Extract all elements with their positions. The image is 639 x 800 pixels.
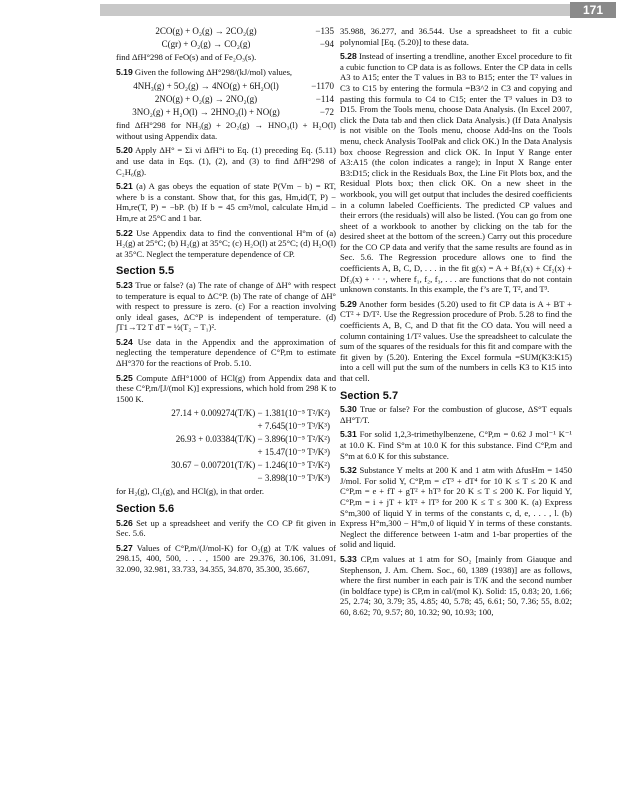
problem-body: Use data in the Appendix and the approximation of neglecting the temperature dependence of C°P,m to estimate ΔH°370 for the reactions of Prob. 5.10. bbox=[116, 336, 336, 369]
equation-value: −1170 bbox=[311, 81, 334, 92]
problem-body: Another form besides (5.20) used to fit CP data is A + BT + CT² + D/T². Use the Regression procedure of Prob. 5.28 to find the coefficients A, B, C, and D that fit the CO data. You will need a column containing 1/T² values. Use the spreadsheet to calculate the sum of the squares of the residuals for this fit and compare with the fit given by (5.20). Entering the Excel formula =SUM(K3:K15) into a cell will put the sum of the numbers in cells K3 to K15 into that cell. bbox=[340, 298, 572, 383]
cp-expression: − 3.898(10⁻⁹ T³/K³) bbox=[257, 473, 330, 484]
problem-number: 5.31 bbox=[340, 429, 357, 440]
problem-5-21 bbox=[116, 181, 336, 223]
problem-continuation: 35.988, 36.277, and 36.544. Use a spreadsheet to fit a cubic polynomial [Eq. (5.20)] to these data. bbox=[340, 26, 572, 47]
problem-number: 5.27 bbox=[116, 542, 133, 553]
equation-value: −72 bbox=[319, 107, 334, 118]
problem-body: Values of C°P,m/(J/mol-K) for O₂(g) at T/K values of 298.15, 400, 500, . . . , 1500 are 29.376, 30.106, 31.091, 32.090, 32.981, 33.733, 34.355, 34.870, 35.300, 35.667, bbox=[116, 542, 336, 574]
problem-5-24 bbox=[116, 337, 336, 369]
equation-value: −135 bbox=[315, 26, 334, 36]
problem-5-25 bbox=[116, 373, 336, 405]
problem-number: 5.26 bbox=[116, 517, 133, 528]
equation-lhs: 2NO(g) + O₂(g) → 2NO₂(g) bbox=[154, 94, 258, 105]
problem-5-30 bbox=[340, 404, 572, 425]
equation-row bbox=[116, 26, 336, 39]
equation-lhs: 4NH₃(g) + 5O₂(g) → 4NO(g) + 6H₂O(l) bbox=[133, 81, 279, 92]
cp-expression: 26.93 + 0.03384(T/K) − 3.896(10⁻⁵ T²/K²) bbox=[175, 434, 330, 445]
left-column bbox=[116, 26, 336, 579]
header-bar bbox=[100, 4, 615, 16]
problem-5-28 bbox=[340, 51, 572, 295]
problem-text: find ΔfH°298 for NH₃(g) + 2O₂(g) → HNO₃(l) + H₂O(l) without using Appendix data. bbox=[116, 120, 336, 141]
right-column bbox=[340, 26, 572, 621]
equation-lhs: 2CO(g) + O₂(g) → 2CO₂(g) bbox=[155, 26, 257, 36]
problem-body: (a) A gas obeys the equation of state P(Vm − b) = RT, where b is a constant. Show that, for this gas, Hm,id(T, P) − Hm,re(T, P) = −bP. (b) If b = 45 cm³/mol, calculate Hm,id − Hm,re at 25°C and 1 bar. bbox=[116, 181, 336, 223]
section-heading: Section 5.6 bbox=[116, 503, 175, 516]
problem-5-29 bbox=[340, 299, 572, 384]
equation-row bbox=[116, 107, 336, 120]
problem-body: True or false? For the combustion of glucose, ΔS°T equals ΔH°T/T. bbox=[340, 404, 572, 425]
section-heading: Section 5.7 bbox=[340, 389, 399, 402]
equation-value: −114 bbox=[315, 94, 334, 105]
problem-body: Instead of inserting a trendline, another Excel procedure to fit a cubic function to CP data is as follows. Enter the CP data in cells A3 to A15; enter the T values in B3 to B15; enter the T² values in C3 to C15 by entering the formula =B3^2 in C3 and copying and pasting this formula to C4 to C15; enter the T³ values in D3 to D15. From the Tools menu, choose Data Analysis. (In Excel 2007, click the Data tab and then click Data Analysis.) (If Data Analysis is not visible on the Tools menu, choose Add-Ins on the Tools menu, check Analysis ToolPak and click OK.) In the Data Analysis box choose Regression and click OK. In Input Y Range enter A3:A15 (the colon indicates a range); in Input X Range enter B3:D15; click in the Residuals Box, the Line Fit Plots box, and the Residual Plots box; then click OK. On a new sheet in the workbook, you will get output that includes the desired coefficients in a column labeled Coefficients. The predicted CP values and their errors (the residuals) will also be listed. (You can go from one sheet of a workbook to another by clicking on the tab for the desired sheet at the bottom of the screen.) Carry out this procedure for the CO CP data and verify that the same results are found as in Sec. 5.6. The Regression procedure allows one to find the coefficients A, B, C, D, . . . in the fit g(x) = A + Bf₁(x) + Cf₂(x) + Df₃(x) + · · ·, where f₁, f₂, f₃, . . . are functions that do not contain unknown constants. In this example, the f’s are T, T², and T³. bbox=[340, 51, 572, 295]
problem-body: Apply ΔH° = Σi νi ΔfH°i to Eq. (1) preceding Eq. (5.11) and use data in Eqs. (1), (2), and (3) to find ΔfH°298 of C₂H₆(g). bbox=[116, 145, 336, 177]
equation-row bbox=[116, 94, 336, 107]
problem-body: Use Appendix data to find the conventional H°m of (a) H₂(g) at 25°C; (b) H₂(g) at 35°C; (c) H₂O(l) at 25°C; (d) H₂O(l) at 35°C. Neglect the temperature dependence of CP. bbox=[116, 227, 336, 259]
problem-body: Given the following ΔH°298/(kJ/mol) values, bbox=[134, 66, 293, 77]
problem-number: 5.22 bbox=[116, 227, 133, 238]
problem-5-32 bbox=[340, 465, 572, 550]
problem-body: True or false? (a) The rate of change of ΔH° with respect to temperature is equal to ΔC°P. (b) The rate of change of ΔH° with respect to pressure is zero. (c) For a reaction involving only ideal gases, ΔC°P is independent of temperature. (d) ∫T1→T2 T dT = ½(T₂ − T₁)². bbox=[116, 279, 336, 333]
problem-number: 5.24 bbox=[116, 336, 133, 347]
problem-number: 5.29 bbox=[340, 298, 357, 309]
problem-body: For solid 1,2,3-trimethylbenzene, C°P,m = 0.62 J mol⁻¹ K⁻¹ at 10.0 K. Find S°m at 10.0 K for this substance. Find C°P,m and S°m at 6.0 K for this substance. bbox=[340, 429, 572, 461]
problem-5-33 bbox=[340, 554, 572, 618]
cp-expression: + 7.645(10⁻⁹ T³/K³) bbox=[257, 421, 330, 432]
problem-body: Compute ΔfH°1000 of HCl(g) from Appendix data and these C°P,m/[J/(mol K)] expressions, which hold from 298 K to 1500 K. bbox=[116, 372, 336, 404]
cp-expression: 30.67 − 0.007201(T/K) − 1.246(10⁻⁵ T²/K²) bbox=[171, 460, 330, 471]
problem-5-31 bbox=[340, 429, 572, 461]
problem-5-20 bbox=[116, 145, 336, 177]
problem-body: CP,m values at 1 atm for SO₂ [mainly from Giauque and Stephenson, J. Am. Chem. Soc., 60, 1389 (1938)] are as follows, where the first number in each pair is T/K and the second number (in boldface type) is CP,m in cal/(mol K). Solid: 15, 0.83; 20, 1.66; 25, 2.74; 30, 3.79; 35, 4.85; 40, 5.78; 45, 6.61; 50, 7.36; 55, 8.02; 60, 8.62; 70, 9.57; 80, 10.32; 90, 10.93; 100, bbox=[340, 553, 572, 617]
problem-5-22 bbox=[116, 228, 336, 260]
problem-number: 5.20 bbox=[116, 145, 133, 156]
equation-row bbox=[116, 39, 336, 52]
cp-expression: 27.14 + 0.009274(T/K) − 1.381(10⁻⁵ T²/K²) bbox=[171, 408, 330, 419]
equation-row bbox=[116, 81, 336, 94]
problem-number: 5.33 bbox=[340, 553, 357, 564]
problem-number: 5.28 bbox=[340, 51, 357, 62]
problem-text: for H₂(g), Cl₂(g), and HCl(g), in that order. bbox=[116, 486, 264, 497]
problem-number: 5.21 bbox=[116, 181, 133, 192]
equation-value: −94 bbox=[319, 39, 334, 49]
problem-body: Set up a spreadsheet and verify the CO CP fit given in Sec. 5.6. bbox=[116, 517, 336, 539]
cp-expression: + 15.47(10⁻⁹ T³/K³) bbox=[257, 447, 330, 458]
problem-number: 5.25 bbox=[116, 372, 133, 383]
section-heading: Section 5.5 bbox=[116, 265, 175, 278]
page-number: 171 bbox=[570, 2, 616, 18]
problem-number: 5.19 bbox=[116, 66, 133, 77]
problem-text: find ΔfH°298 of FeO(s) and of Fe₂O₃(s). bbox=[116, 52, 257, 62]
problem-5-26 bbox=[116, 518, 336, 539]
problem-body: Substance Y melts at 200 K and 1 atm with ΔfusHm = 1450 J/mol. For solid Y, C°P,m = cT³ + dT⁴ for 10 K ≤ T ≤ 20 K and C°P,m = e + fT + gT² + hT³ for 20 K ≤ T ≤ 200 K. For liquid Y, C°P,m = i + jT + kT² + lT³ for 200 K ≤ T ≤ 300 K. (a) Express S°m,300 of liquid Y in terms of the constants c, d, e, . . . , l. (b) Express H°m,300 − H°m,0 of liquid Y in terms of these constants. Neglect the difference between 1-atm and 1-bar properties of the solid and liquid. bbox=[340, 465, 572, 550]
problem-number: 5.23 bbox=[116, 279, 133, 290]
problem-number: 5.32 bbox=[340, 465, 357, 476]
problem-5-19 bbox=[116, 67, 336, 78]
problem-number: 5.30 bbox=[340, 404, 357, 415]
problem-5-23 bbox=[116, 280, 336, 333]
equation-lhs: 3NO₂(g) + H₂O(l) → 2HNO₃(l) + NO(g) bbox=[132, 107, 280, 118]
problem-5-27 bbox=[116, 543, 336, 575]
equation-lhs: C(gr) + O₂(g) → CO₂(g) bbox=[161, 39, 251, 49]
